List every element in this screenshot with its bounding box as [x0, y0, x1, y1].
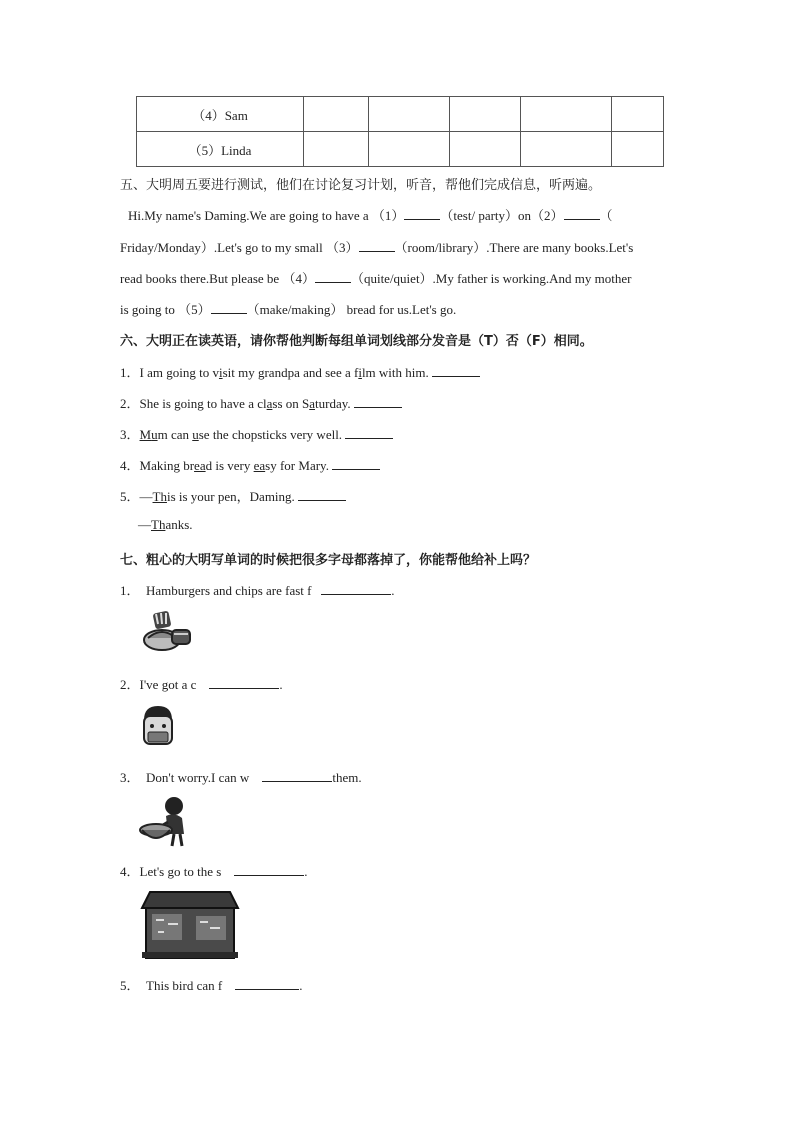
passage-text: （room/library）.There are many books.Let's — [394, 240, 634, 255]
question-text: This bird can f — [146, 978, 223, 993]
table-cell[interactable] — [450, 97, 521, 132]
underlined-letters: Th — [152, 489, 167, 504]
question-text: Let's go to the s — [139, 864, 222, 879]
passage-line-3 — [120, 268, 632, 287]
question-6-1 — [120, 362, 480, 381]
question-number: 5． — [120, 489, 140, 504]
passage-line-1 — [128, 205, 613, 224]
section-6-title: 六、大明正在读英语，请你帮他判断每组单词划线部分发音是（T）否（F）相同。 — [120, 334, 593, 349]
question-text: sit my grandpa and see a f — [222, 365, 359, 380]
question-text: I've got a c — [139, 677, 197, 692]
question-text: — — [139, 489, 153, 504]
question-text: is is your pen，Daming. — [166, 489, 295, 504]
section-5-title: 五、大明周五要进行测试，他们在讨论复习计划，听音，帮他们完成信息，听两遍。 — [120, 178, 602, 193]
question-6-5-reply — [138, 517, 193, 533]
hamburger-chips-icon — [140, 608, 196, 656]
passage-text: （ — [599, 208, 613, 223]
question-number: 3． — [120, 427, 140, 442]
answer-blank[interactable] — [234, 863, 304, 876]
question-text: se the chopsticks very well. — [198, 427, 343, 442]
question-6-5 — [120, 486, 346, 505]
question-6-3 — [120, 424, 393, 443]
cold-face-icon — [138, 704, 178, 750]
question-text: . — [304, 864, 308, 879]
blank-3[interactable] — [359, 239, 395, 252]
question-number: 4． — [120, 864, 140, 879]
table-cell[interactable] — [304, 97, 369, 132]
blank-5[interactable] — [211, 301, 247, 314]
underlined-letters: u — [192, 427, 199, 442]
passage-text: is going to （5） — [120, 302, 211, 317]
table-row-label: （4）Sam — [137, 97, 304, 132]
passage-text: （quite/quiet）.My father is working.And my mother — [350, 271, 632, 286]
blank-2[interactable] — [564, 207, 600, 220]
question-7-2 — [120, 674, 283, 693]
section-7-title: 七、粗心的大明写单词的时候把很多字母都落掉了，你能帮他给补上吗？ — [120, 553, 537, 568]
blank-4[interactable] — [315, 270, 351, 283]
answer-blank[interactable] — [354, 395, 402, 408]
table-cell[interactable] — [450, 132, 521, 167]
table-cell[interactable] — [369, 132, 450, 167]
table-row — [137, 132, 664, 167]
answer-blank[interactable] — [209, 676, 279, 689]
answer-blank[interactable] — [235, 977, 299, 990]
question-text: turday. — [315, 396, 351, 411]
question-text: I am going to v — [139, 365, 219, 380]
question-text: ss on S — [272, 396, 310, 411]
underlined-letters: i — [218, 365, 223, 380]
washing-child-icon — [138, 794, 192, 848]
underlined-letters: ea — [253, 458, 266, 473]
question-text: — — [138, 517, 151, 532]
answer-blank[interactable] — [298, 488, 346, 501]
blank-1[interactable] — [404, 207, 440, 220]
question-text: them. — [332, 770, 362, 785]
question-text: . — [279, 677, 283, 692]
question-7-3 — [120, 767, 362, 786]
answer-blank[interactable] — [332, 457, 380, 470]
question-text: . — [391, 583, 395, 598]
answer-table — [136, 96, 664, 167]
question-number: 3． — [120, 770, 140, 785]
underlined-letters: Th — [151, 517, 166, 532]
question-text: anks. — [165, 517, 193, 532]
shop-building-icon — [138, 890, 242, 960]
passage-text: read books there.But please be （4） — [120, 271, 315, 286]
table-cell[interactable] — [612, 132, 664, 167]
question-number: 2． — [120, 677, 140, 692]
question-number: 4． — [120, 458, 140, 473]
passage-text: （make/making） bread for us.Let's go. — [246, 302, 457, 317]
underlined-letters: M — [139, 427, 152, 442]
answer-blank[interactable] — [432, 364, 480, 377]
underlined-letters: ea — [194, 458, 206, 473]
underlined-letters: a — [266, 396, 273, 411]
underlined-letters: i — [358, 365, 362, 380]
question-6-2 — [120, 393, 402, 412]
question-7-1 — [120, 580, 394, 599]
passage-line-2 — [120, 237, 633, 256]
underlined-letters: u — [151, 427, 158, 442]
passage-text: Friday/Monday）.Let's go to my small （3） — [120, 240, 359, 255]
question-6-4 — [120, 455, 380, 474]
question-number: 1． — [120, 365, 140, 380]
question-text: Hamburgers and chips are fast f — [146, 583, 312, 598]
question-7-4 — [120, 861, 308, 880]
table-cell[interactable] — [521, 132, 612, 167]
question-7-5 — [120, 975, 302, 994]
passage-line-4 — [120, 299, 456, 318]
table-cell[interactable] — [369, 97, 450, 132]
table-cell[interactable] — [612, 97, 664, 132]
underlined-letters: a — [309, 396, 316, 411]
question-number: 2． — [120, 396, 140, 411]
question-text: m can — [157, 427, 193, 442]
answer-blank[interactable] — [321, 582, 391, 595]
table-cell[interactable] — [304, 132, 369, 167]
passage-text: Hi.My name's Daming.We are going to have a （1） — [128, 208, 405, 223]
question-text: . — [299, 978, 303, 993]
table-cell[interactable] — [521, 97, 612, 132]
question-text: She is going to have a cl — [139, 396, 267, 411]
question-number: 5． — [120, 978, 140, 993]
question-text: lm with him. — [361, 365, 429, 380]
answer-blank[interactable] — [262, 769, 332, 782]
table-row — [137, 97, 664, 132]
question-text: sy for Mary. — [265, 458, 329, 473]
question-text: d is very — [205, 458, 254, 473]
question-text: Don't worry.I can w — [146, 770, 250, 785]
passage-text: （test/ party）on（2） — [440, 208, 564, 223]
answer-blank[interactable] — [345, 426, 393, 439]
table-row-label: （5）Linda — [137, 132, 304, 167]
question-text: Making br — [139, 458, 195, 473]
question-number: 1． — [120, 583, 140, 598]
